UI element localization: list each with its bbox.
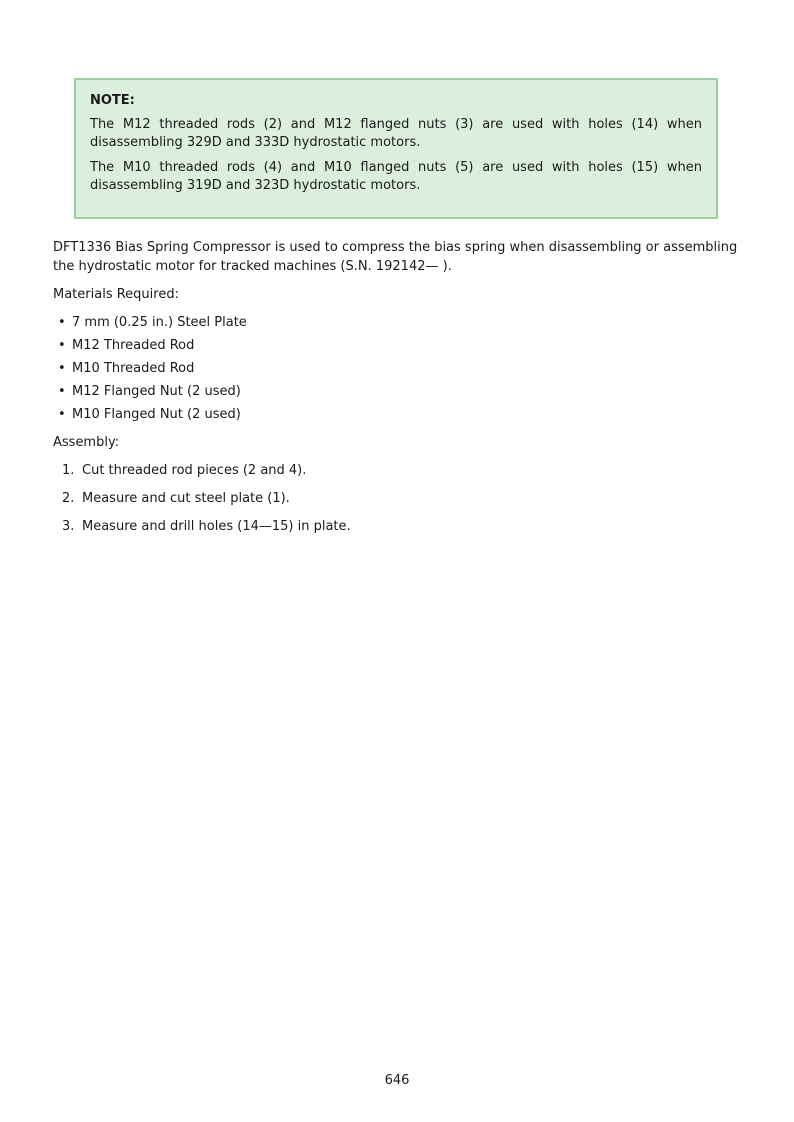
- note-box: [74, 78, 718, 219]
- step-text: Measure and cut steel plate (1).: [82, 491, 290, 506]
- bullet-icon: •: [58, 407, 66, 422]
- step-text: Measure and drill holes (14—15) in plate.: [82, 519, 351, 534]
- bullet-icon: •: [58, 315, 66, 330]
- bullet-icon: •: [58, 384, 66, 399]
- intro-paragraph: DFT1336 Bias Spring Compressor is used to compress the bias spring when disassembling or assembling the hydrostatic motor for tracked machines (S.N. 192142— ).: [53, 240, 738, 274]
- assembly-step: [62, 490, 351, 518]
- bullet-icon: •: [58, 338, 66, 353]
- note-paragraph-1: The M12 threaded rods (2) and M12 flanged nuts (3) are used with holes (14) when disassembling 329D and 333D hydrostatic motors.: [90, 117, 702, 150]
- step-number: 1.: [62, 463, 75, 478]
- assembly-heading: Assembly:: [53, 435, 120, 450]
- list-item: [58, 360, 247, 383]
- material-label: 7 mm (0.25 in.) Steel Plate: [72, 315, 247, 330]
- list-item: [58, 314, 247, 337]
- step-number: 2.: [62, 491, 75, 506]
- bullet-icon: •: [58, 361, 66, 376]
- assembly-steps-list: [62, 462, 351, 546]
- material-label: M10 Flanged Nut (2 used): [72, 407, 241, 422]
- material-label: M12 Flanged Nut (2 used): [72, 384, 241, 399]
- material-label: M10 Threaded Rod: [72, 361, 195, 376]
- list-item: [58, 406, 247, 429]
- materials-list: [58, 314, 247, 429]
- page-number: 646: [384, 1073, 410, 1088]
- list-item: [58, 337, 247, 360]
- assembly-step: [62, 462, 351, 490]
- note-title: NOTE:: [90, 93, 135, 108]
- note-paragraph-2: The M10 threaded rods (4) and M10 flanged nuts (5) are used with holes (15) when disassembling 319D and 323D hydrostatic motors.: [90, 160, 702, 193]
- step-number: 3.: [62, 519, 75, 534]
- materials-heading: Materials Required:: [53, 287, 179, 302]
- assembly-step: [62, 518, 351, 546]
- step-text: Cut threaded rod pieces (2 and 4).: [82, 463, 307, 478]
- material-label: M12 Threaded Rod: [72, 338, 195, 353]
- list-item: [58, 383, 247, 406]
